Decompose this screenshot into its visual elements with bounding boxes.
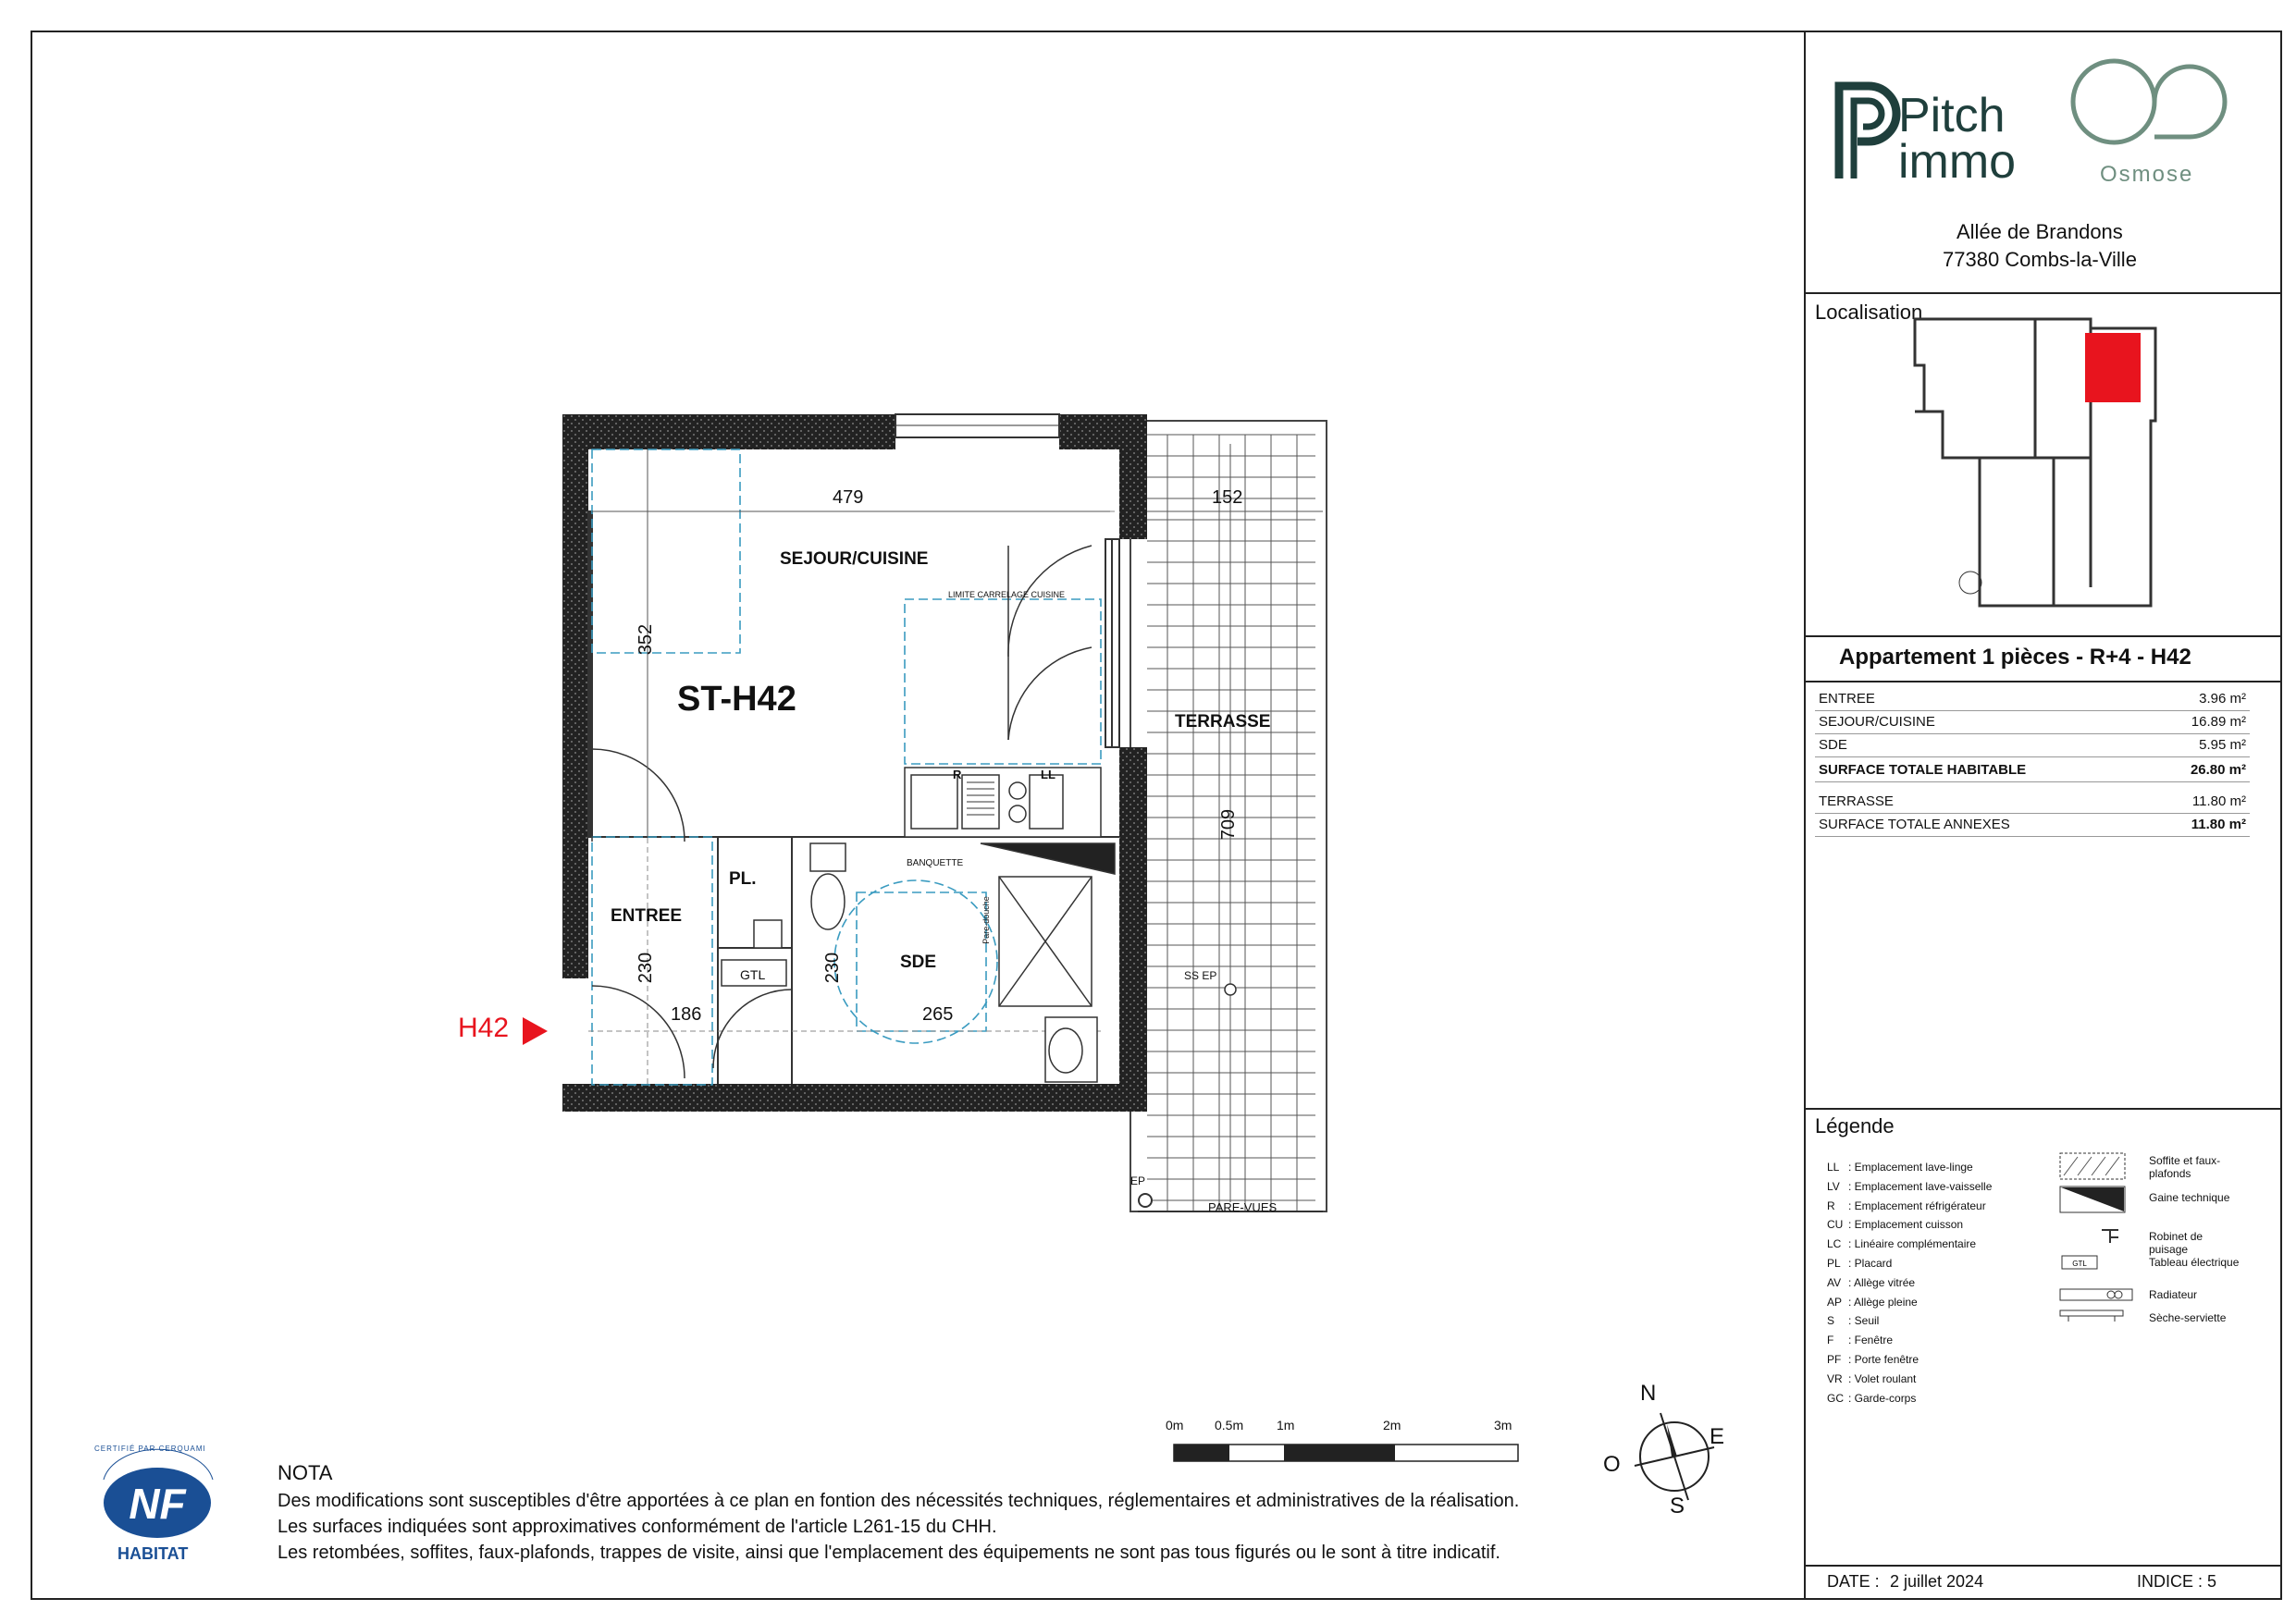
robinet-icon [2098, 1224, 2126, 1251]
legend-code: LC [1827, 1237, 1842, 1251]
scale-bar [1173, 1440, 1520, 1463]
date-label: DATE : [1827, 1572, 1880, 1591]
surface-row [1815, 814, 2250, 837]
dim-265: 265 [922, 1004, 954, 1025]
legend-text: : Allège vitrée [1848, 1275, 1916, 1289]
legend-text: : Emplacement lave-vaisselle [1848, 1179, 1993, 1193]
compass-s: S [1670, 1494, 1685, 1518]
radiateur-icon [2059, 1285, 2133, 1309]
surface-row [1815, 688, 2250, 711]
legend-symbol-text: Sèche-serviette [2149, 1311, 2227, 1324]
soffit-symbol-icon [2059, 1152, 2126, 1185]
compass-n: N [1640, 1381, 1657, 1406]
scale-label-0: 0m [1166, 1418, 1184, 1432]
legend-code: CU [1827, 1218, 1844, 1232]
immo-text: immo [1898, 135, 2017, 189]
titleblock-divider-2 [1804, 635, 2282, 637]
legend-symbol-text: Tableau électrique [2149, 1256, 2240, 1269]
legend-symbol-text: Gaine technique [2149, 1191, 2230, 1204]
annot-parevues: PARE-VUES [1208, 1200, 1278, 1214]
annot-limite: LIMITE CARRELAGE CUISINE [948, 590, 1066, 599]
dim-709: 709 [1218, 808, 1240, 841]
svg-text:GTL: GTL [2072, 1260, 2087, 1268]
label-entree: ENTREE [611, 906, 683, 926]
seche-serviette-icon [2059, 1309, 2124, 1328]
dim-230-entree: 230 [636, 952, 657, 984]
legend-code: AV [1827, 1275, 1842, 1289]
legend-text: : Seuil [1848, 1314, 1880, 1328]
dim-479: 479 [833, 487, 864, 508]
entry-marker-label: H42 [458, 1013, 510, 1043]
annot-gtl: GTL [740, 967, 766, 982]
legend-symbol-text: Soffite et faux-plafonds [2149, 1154, 2221, 1180]
label-placard: PL. [729, 869, 757, 889]
legend-text: : Linéaire complémentaire [1848, 1237, 1977, 1251]
surface-value: 16.89 m² [2191, 714, 2246, 730]
legend-code: R [1827, 1199, 1835, 1212]
annot-r: R [953, 768, 962, 781]
indice: INDICE : 5 [2137, 1572, 2217, 1591]
surface-value: 11.80 m² [2191, 817, 2246, 832]
annot-ssep: SS EP [1184, 969, 1217, 982]
legend-text: : Placard [1848, 1257, 1893, 1270]
localisation-title: Localisation [1815, 301, 1923, 324]
surface-value: 26.80 m² [2190, 762, 2246, 778]
surface-value: 5.95 m² [2199, 737, 2246, 753]
surface-row [1815, 734, 2250, 757]
legend-text: : Emplacement lave-linge [1848, 1161, 1973, 1174]
legend-code: LV [1827, 1179, 1840, 1193]
surface-row [1815, 711, 2250, 734]
legend-text: : Emplacement réfrigérateur [1848, 1199, 1986, 1212]
annot-ep: EP [1130, 1174, 1146, 1187]
nota-title: NOTA [278, 1461, 333, 1484]
surface-row [1815, 791, 2250, 814]
legend-code: AP [1827, 1295, 1843, 1309]
legend-text: : Volet roulant [1848, 1371, 1917, 1385]
titleblock-divider-3 [1804, 681, 2282, 682]
titleblock-divider-4 [1804, 1108, 2282, 1110]
address-line-1: Allée de Brandons [1957, 220, 2123, 243]
surface-value: 11.80 m² [2191, 793, 2246, 809]
nota-line-2: Les surfaces indiquées sont approximatives conformément de l'article L261-15 du CHH. [278, 1517, 997, 1537]
surface-row [1815, 759, 2250, 782]
surface-label: TERRASSE [1819, 793, 1894, 809]
scale-label-3: 3m [1494, 1418, 1512, 1432]
legend-code: GC [1827, 1391, 1844, 1405]
surface-label: SURFACE TOTALE HABITABLE [1819, 762, 2027, 778]
legend-symbol-text: Robinet de puisage [2149, 1230, 2203, 1256]
gtl-symbol-icon [2061, 1255, 2098, 1274]
compass-e: E [1710, 1424, 1725, 1449]
annot-banquette: BANQUETTE [907, 858, 964, 868]
address-line-2: 77380 Combs-la-Ville [1943, 248, 2137, 271]
svg-text:NF: NF [129, 1480, 186, 1528]
scale-label-2: 2m [1383, 1418, 1401, 1432]
legend-code: LL [1827, 1161, 1840, 1174]
legend-text: : Porte fenêtre [1848, 1353, 1920, 1366]
dim-186: 186 [671, 1004, 702, 1025]
scale-label-05: 0.5m [1215, 1418, 1244, 1432]
compass-o: O [1603, 1452, 1621, 1477]
unit-label: ST-H42 [677, 680, 796, 719]
legend-text: : Fenêtre [1848, 1334, 1894, 1347]
scale-label-1: 1m [1277, 1418, 1295, 1432]
titleblock-separator [1804, 31, 1806, 1600]
compass-icon [1623, 1406, 1725, 1507]
surface-label: ENTREE [1819, 691, 1875, 707]
surface-label: SDE [1819, 737, 1847, 753]
nota-line-1: Des modifications sont susceptibles d'être apportées à ce plan en fontion des nécessités techniques, réglementaires et administratives de la réalisation. [278, 1491, 1520, 1511]
annot-paredouche: Pare-douche [981, 896, 991, 944]
label-sde: SDE [900, 953, 937, 972]
legend-code: PF [1827, 1353, 1842, 1366]
legend-text: : Garde-corps [1848, 1391, 1917, 1405]
localisation-plan [1906, 310, 2211, 615]
legend-code: VR [1827, 1371, 1843, 1385]
date-value: 2 juillet 2024 [1890, 1572, 1984, 1591]
osmose-logo [2068, 51, 2243, 153]
legend-text: : Emplacement cuisson [1848, 1218, 1964, 1232]
surface-value: 3.96 m² [2199, 691, 2246, 707]
osmose-text: Osmose [2100, 162, 2194, 187]
legend-code: F [1827, 1334, 1834, 1347]
nf-top-text: CERTIFIÉ PAR CERQUAMI [94, 1445, 206, 1453]
pitch-text: Pitch [1898, 89, 2006, 142]
legend-title: Légende [1815, 1114, 1895, 1137]
legend-text: : Allège pleine [1848, 1295, 1918, 1309]
surface-label: SEJOUR/CUISINE [1819, 714, 1935, 730]
label-sejour: SEJOUR/CUISINE [780, 549, 929, 569]
legend-code: S [1827, 1314, 1835, 1328]
titleblock-divider-1 [1804, 292, 2282, 294]
label-terrasse: TERRASSE [1175, 712, 1271, 732]
titleblock-divider-5 [1804, 1565, 2282, 1567]
dim-230-sde: 230 [822, 952, 844, 984]
dim-152: 152 [1212, 487, 1243, 508]
apartment-title: Appartement 1 pièces - R+4 - H42 [1839, 645, 2191, 670]
gaine-technique-icon [2059, 1186, 2126, 1218]
legend-code: PL [1827, 1257, 1841, 1270]
nota-line-3: Les retombées, soffites, faux-plafonds, trappes de visite, ainsi que l'emplacement des équipements ne sont pas tous figurés ou le sont à titre indicatif. [278, 1543, 1500, 1563]
nf-bottom-text: HABITAT [117, 1544, 189, 1563]
dim-352: 352 [636, 623, 657, 656]
surface-label: SURFACE TOTALE ANNEXES [1819, 817, 2010, 832]
pitch-immo-logo [1832, 79, 1901, 182]
annot-ll: LL [1041, 768, 1055, 781]
legend-symbol-text: Radiateur [2149, 1288, 2198, 1301]
